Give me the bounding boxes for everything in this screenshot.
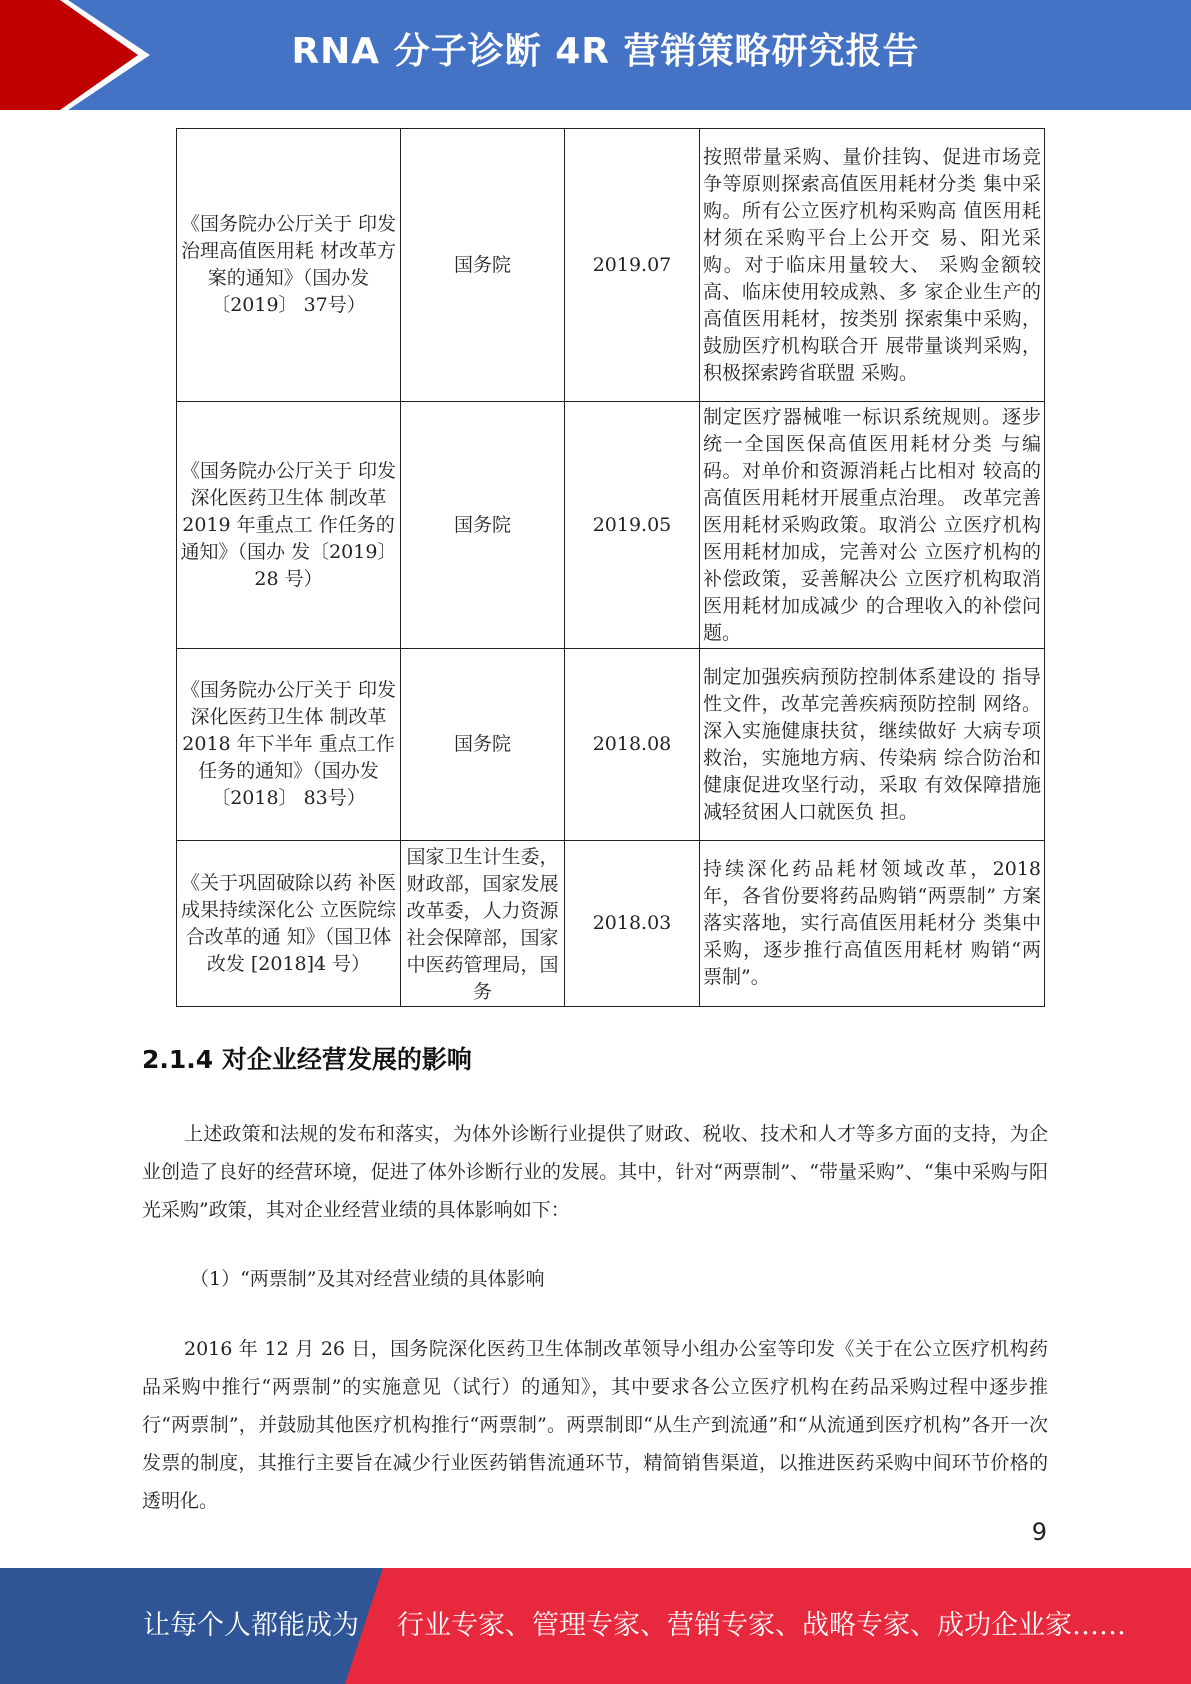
footer-slogan-left: 让每个人都能成为 xyxy=(143,1610,359,1641)
issuer-text: 国家卫生计生委，财政部，国家发展改革委，人力资源社会保障部，国家中医药管理局，国务 xyxy=(406,845,559,1003)
policy-table xyxy=(176,128,1045,1007)
table-row xyxy=(177,129,1045,402)
policy-document-cell: 《国务院办公厅关于 印发治理高值医用耗 材改革方案的通知》（国办发〔2019〕 37号） xyxy=(177,129,401,402)
date-cell: 2019.07 xyxy=(565,129,700,402)
page-number: 9 xyxy=(1031,1518,1047,1546)
issuer-cell: 国务院 xyxy=(401,129,565,402)
page-footer xyxy=(0,1568,1191,1684)
subsection-title: （1）“两票制”及其对经营业绩的具体影响 xyxy=(190,1268,545,1290)
page-header xyxy=(0,0,1191,110)
body-paragraph: 上述政策和法规的发布和落实，为体外诊断行业提供了财政、税收、技术和人才等多方面的支持，为企业创造了良好的经营环境，促进了体外诊断行业的发展。其中，针对“两票制”、“带量采购”、“集中采购与阳光采购”政策，其对企业经营业绩的具体影响如下： xyxy=(142,1123,1048,1221)
table-row xyxy=(177,402,1045,649)
report-title: RNA 分子诊断 4R 营销策略研究报告 xyxy=(291,31,920,72)
policy-document-cell: 《国务院办公厅关于 印发深化医药卫生体 制改革 2018 年下半年 重点工作任务的通知》（国办发〔2018〕 83号） xyxy=(177,649,401,841)
issuer-cell xyxy=(401,841,565,1007)
section-heading: 2.1.4 对企业经营发展的影响 xyxy=(142,1045,472,1074)
policy-document-cell: 《关于巩固破除以药 补医成果持续深化公 立医院综合改革的通 知》（国卫体改发 [2018]4 号） xyxy=(177,841,401,1007)
footer-slogan-right: 行业专家、管理专家、营销专家、战略专家、成功企业家…… xyxy=(397,1610,1126,1641)
issuer-cell: 国务院 xyxy=(401,402,565,649)
content-cell: 按照带量采购、量价挂钩、促进市场竞争等原则探索高值医用耗材分类 集中采购。所有公立医疗机构采购高 值医用耗材须在采购平台上公开交 易、阳光采购。对于临床用量较大、 采购金额较高、临床使用较成熟、多 家企业生产的高值医用耗材，按类别 探索集中采购，鼓励医疗机构联合开 展带量谈判采购，积极探索跨省联盟 采购。 xyxy=(700,129,1045,402)
body-paragraph: 2016 年 12 月 26 日，国务院深化医药卫生体制改革领导小组办公室等印发《关于在公立医疗机构药品采购中推行“两票制”的实施意见（试行）的通知》，其中要求各公立医疗机构在药品采购过程中逐步推行“两票制”，并鼓励其他医疗机构推行“两票制”。两票制即“从生产到流通”和“从流通到医疗机构”各开一次发票的制度，其推行主要旨在减少行业医药销售流通环节，精简销售渠道，以推进医药采购中间环节价格的透明化。 xyxy=(142,1338,1048,1512)
date-cell: 2018.03 xyxy=(565,841,700,1007)
policy-document-cell: 《国务院办公厅关于 印发深化医药卫生体 制改革 2019 年重点工 作任务的通知》（国办 发〔2019〕 28 号） xyxy=(177,402,401,649)
content-cell: 持续深化药品耗材领域改革，2018 年，各省份要将药品购销“两票制” 方案落实落地，实行高值医用耗材分 类集中采购，逐步推行高值医用耗材 购销“两票制”。 xyxy=(700,841,1045,1007)
content-cell: 制定加强疾病预防控制体系建设的 指导性文件，改革完善疾病预防控制 网络。深入实施健康扶贫，继续做好 大病专项救治，实施地方病、传染病 综合防治和健康促进攻坚行动，采取 有效保障措施减轻贫困人口就医负 担。 xyxy=(700,649,1045,841)
table-row xyxy=(177,649,1045,841)
content-cell: 制定医疗器械唯一标识系统规则。逐步统一全国医保高值医用耗材分类 与编码。对单价和资源消耗占比相对 较高的高值医用耗材开展重点治理。 改革完善医用耗材采购政策。取消公 立医疗机构医用耗材加成，完善对公 立医疗机构的补偿政策，妥善解决公 立医疗机构取消医用耗材加成减少 的合理收入的补偿问题。 xyxy=(700,402,1045,649)
table-row xyxy=(177,841,1045,1007)
issuer-cell: 国务院 xyxy=(401,649,565,841)
date-cell: 2019.05 xyxy=(565,402,700,649)
date-cell: 2018.08 xyxy=(565,649,700,841)
